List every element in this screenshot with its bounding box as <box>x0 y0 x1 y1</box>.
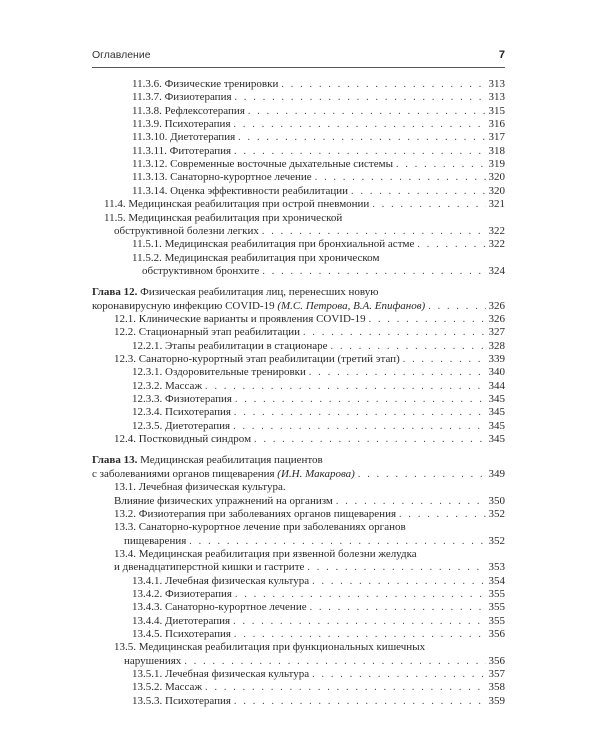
toc-entry-title <box>114 507 396 521</box>
toc-entry[interactable] <box>132 251 505 265</box>
toc-entry-title <box>114 480 286 494</box>
toc-entry-title <box>114 640 425 654</box>
toc-entry-text: 11.3.12. Современные восточные дыхательные системы <box>132 158 393 171</box>
toc-entry-title <box>92 285 378 299</box>
toc-entry[interactable] <box>92 467 505 481</box>
toc-page-number: 319 <box>488 158 505 171</box>
toc-entry-title <box>92 453 323 467</box>
toc-entry-title <box>142 264 259 278</box>
toc-entry-title <box>114 560 304 574</box>
toc-entry[interactable] <box>114 560 505 574</box>
toc-page-number: 352 <box>488 534 505 547</box>
toc-authors: (И.Н. Макарова) <box>274 467 355 480</box>
toc-entry-text: 13.4.4. Диетотерапия <box>132 614 231 627</box>
toc-entry-text: 11.4. Медицинская реабилитация при острой пневмонии <box>104 198 370 211</box>
toc-entry-text: 13.5.3. Психотерапия <box>132 694 231 707</box>
toc-entry[interactable] <box>132 680 505 694</box>
toc-entry-title <box>92 467 355 481</box>
toc-entry-text: Физическая реабилитация лиц, перенесших новую <box>137 286 379 299</box>
toc-entry[interactable] <box>132 77 505 91</box>
toc-page-number: 354 <box>488 574 505 587</box>
toc-entry[interactable] <box>132 339 505 353</box>
toc-entry-title <box>132 184 348 198</box>
toc-entry-title <box>114 432 251 446</box>
toc-page-number: 357 <box>488 668 505 681</box>
toc-entry-title <box>114 494 333 508</box>
toc-page-number: 317 <box>488 131 505 144</box>
toc-entry-text: 12.3.1. Оздоровительные тренировки <box>132 366 306 379</box>
toc-entry[interactable] <box>114 640 505 654</box>
toc-entry[interactable] <box>132 392 505 406</box>
toc-entry[interactable] <box>142 264 505 278</box>
toc-entry-text: 12.1. Клинические варианты и проявления COVID-19 <box>114 312 366 325</box>
toc-entry-title <box>114 312 366 326</box>
toc-entry-title <box>132 365 306 379</box>
toc-entry-text: 13.2. Физиотерапия при заболеваниях органов пищеварения <box>114 507 397 520</box>
toc-page-number: 326 <box>488 299 505 312</box>
toc-entry[interactable] <box>132 587 505 601</box>
toc-entry-text: пищеварения <box>124 534 187 547</box>
toc-entry-text: 12.4. Постковидный синдром <box>114 433 252 446</box>
toc-page-number: 345 <box>488 393 505 406</box>
toc-entry[interactable] <box>132 144 505 158</box>
chapter-label: Глава 12. <box>92 286 138 299</box>
toc-entry[interactable] <box>132 365 505 379</box>
toc-entry-title <box>132 104 245 118</box>
toc-entry[interactable] <box>104 211 505 225</box>
toc-entry[interactable] <box>132 379 505 393</box>
toc-page-number: 318 <box>488 144 505 157</box>
toc-entry[interactable] <box>132 184 505 198</box>
toc-entry-text: 13.4.2. Физиотерапия <box>132 587 232 600</box>
toc-page-number: 349 <box>488 467 505 480</box>
toc-entry-title <box>104 197 369 211</box>
toc-chapter-line[interactable] <box>92 453 505 467</box>
toc-page-number: 345 <box>488 406 505 419</box>
header-divider <box>92 67 505 68</box>
toc-page-number: 321 <box>488 198 505 211</box>
toc-entry-text: коронавирусную инфекцию COVID-19 <box>92 299 275 312</box>
toc-entry[interactable] <box>114 224 505 238</box>
toc-entry[interactable] <box>114 507 505 521</box>
toc-page-number: 359 <box>488 694 505 707</box>
toc-entry-title <box>132 600 307 614</box>
toc-entry-text: 11.3.13. Санаторно-курортное лечение <box>132 171 312 184</box>
toc-entry-title <box>124 654 181 668</box>
toc-page-number: 358 <box>488 681 505 694</box>
running-head-title: Оглавление <box>92 49 151 61</box>
toc-entry-text: Медицинская реабилитация пациентов <box>137 454 323 467</box>
toc-entry-text: 11.3.14. Оценка эффективности реабилитации <box>132 184 349 197</box>
toc-entry[interactable] <box>114 520 505 534</box>
toc-entry[interactable] <box>132 90 505 104</box>
toc-entry-text: 11.5.1. Медицинская реабилитация при бронхиальной астме <box>132 238 415 251</box>
toc-entry-title <box>124 534 186 548</box>
toc-page-number: 356 <box>488 654 505 667</box>
toc-entry-text: 11.5. Медицинская реабилитация при хронической <box>104 211 343 224</box>
toc-entry-text: 11.3.7. Физиотерапия <box>132 91 232 104</box>
toc-entry[interactable] <box>132 117 505 131</box>
toc-entry-text: 13.4.1. Лечебная физическая культура <box>132 574 310 587</box>
toc-entry-title <box>132 587 232 601</box>
toc-entry[interactable] <box>132 104 505 118</box>
toc-page-number: 350 <box>488 494 505 507</box>
page-number: 7 <box>498 49 505 61</box>
toc-page-number: 355 <box>488 601 505 614</box>
toc-entry-text: 13.5. Медицинская реабилитация при функциональных кишечных <box>114 641 426 654</box>
toc-page-number: 352 <box>488 507 505 520</box>
toc-entry[interactable] <box>132 237 505 251</box>
toc-entry-text: 11.3.9. Психотерапия <box>132 118 231 131</box>
toc-entry-title <box>132 574 309 588</box>
toc-entry-text: 11.3.11. Фитотерапия <box>132 144 232 157</box>
toc-entry-text: 11.5.2. Медицинская реабилитация при хроническом <box>132 251 380 264</box>
toc-page-number: 322 <box>488 224 505 237</box>
toc-entry-text: 12.3.2. Массаж <box>132 379 203 392</box>
toc-entry-title <box>132 627 231 641</box>
toc-entry[interactable] <box>132 574 505 588</box>
toc-entry[interactable] <box>132 600 505 614</box>
toc-entry-text: 13.5.1. Лечебная физическая культура <box>132 668 310 681</box>
toc-entry[interactable] <box>114 325 505 339</box>
toc-entry[interactable] <box>114 494 505 508</box>
toc-entry-text: 11.3.10. Диетотерапия <box>132 131 236 144</box>
toc-entry-text: обструктивной болезни легких <box>114 224 259 237</box>
toc-page-number: 356 <box>488 628 505 640</box>
toc-entry[interactable] <box>132 405 505 419</box>
toc-page-number: 326 <box>488 312 505 325</box>
toc-page-number: 328 <box>488 339 505 352</box>
toc-page-number: 327 <box>488 326 505 339</box>
toc-entry-text: 12.3. Санаторно-курортный этап реабилитации (третий этап) <box>114 353 400 365</box>
toc-entry-title <box>132 144 231 158</box>
toc-entry-text: нарушениях <box>124 654 182 667</box>
toc-entry-title <box>132 90 232 104</box>
toc-page-number: 324 <box>488 264 505 277</box>
toc-entry[interactable] <box>132 627 505 641</box>
toc-page-number: 313 <box>488 91 505 104</box>
toc-entry-title <box>132 419 230 433</box>
toc-entry-title <box>132 379 202 393</box>
toc-entry-title <box>132 667 309 681</box>
toc-entry[interactable] <box>104 197 505 211</box>
toc-authors: (М.С. Петрова, В.А. Епифанов) <box>274 299 426 312</box>
toc-entry[interactable] <box>132 130 505 144</box>
toc-page-number: 355 <box>488 587 505 600</box>
toc-entry-title <box>132 77 278 91</box>
toc-page-number: 316 <box>488 118 505 131</box>
toc-entry-title <box>114 352 400 366</box>
dot-leader <box>262 265 485 279</box>
toc-entry-text: 11.3.8. Рефлексотерапия <box>132 104 245 117</box>
toc-page-number: 345 <box>488 433 505 446</box>
toc-entry-text: 13.5.2. Массаж <box>132 681 203 694</box>
toc-page-number: 345 <box>488 419 505 432</box>
toc-entry-title <box>132 392 232 406</box>
toc-entry[interactable] <box>132 170 505 184</box>
toc-entry-text: 13.4. Медицинская реабилитация при язвенной болезни желудка <box>114 547 417 560</box>
page-header <box>92 49 505 67</box>
toc-entry-text: 12.2.1. Этапы реабилитации в стационаре <box>132 339 328 352</box>
toc-page-number: 322 <box>488 238 505 251</box>
toc-entry[interactable] <box>114 480 505 494</box>
toc-entry-text: с заболеваниями органов пищеварения <box>92 467 275 480</box>
toc-entry[interactable] <box>132 694 505 708</box>
toc-page-number: 344 <box>488 379 505 392</box>
toc-entry-title <box>132 117 231 131</box>
toc-page-number: 355 <box>488 614 505 627</box>
dot-leader <box>254 433 485 447</box>
toc-entry[interactable] <box>114 352 505 366</box>
toc-page-number: 320 <box>488 171 505 184</box>
toc-page-number: 313 <box>488 78 505 90</box>
toc-entry[interactable] <box>132 614 505 628</box>
toc-entry-title <box>132 680 202 694</box>
toc-entry[interactable] <box>114 312 505 326</box>
toc-entry[interactable] <box>124 654 505 668</box>
toc-entry-text: 12.3.3. Физиотерапия <box>132 393 232 406</box>
toc-entry-text: и двенадцатиперстной кишки и гастрите <box>114 561 305 574</box>
toc-entry[interactable] <box>92 299 505 313</box>
toc-entry[interactable] <box>132 157 505 171</box>
toc-entry-title <box>114 325 300 339</box>
toc-entry[interactable] <box>132 419 505 433</box>
toc-entry-title <box>92 299 425 313</box>
toc-entry[interactable] <box>124 534 505 548</box>
toc-entry-text: 13.4.5. Психотерапия <box>132 628 231 640</box>
toc-entry-title <box>132 405 231 419</box>
toc-entry-title <box>104 211 342 225</box>
toc-entry-text: 12.3.5. Диетотерапия <box>132 419 231 432</box>
toc-entry-text: 12.2. Стационарный этап реабилитации <box>114 326 301 339</box>
toc-entry[interactable] <box>114 432 505 446</box>
toc-entry-text: 13.1. Лечебная физическая культура. <box>114 481 286 494</box>
toc-entry-title <box>132 130 235 144</box>
toc-entry-title <box>114 547 417 561</box>
toc-entry-title <box>114 520 406 534</box>
toc-entry[interactable] <box>132 667 505 681</box>
toc-entry-text: 13.4.3. Санаторно-курортное лечение <box>132 601 307 614</box>
toc-entry-title <box>114 224 259 238</box>
toc-entry-text: обструктивном бронхите <box>142 264 260 277</box>
toc-entry-text: 13.3. Санаторно-курортное лечение при заболеваниях органов <box>114 521 406 534</box>
toc-page-number: 340 <box>488 366 505 379</box>
toc-chapter-line[interactable] <box>92 285 505 299</box>
toc-entry[interactable] <box>114 547 505 561</box>
toc-entry-title <box>132 694 231 708</box>
toc-page-number: 353 <box>488 561 505 574</box>
toc-entry-title <box>132 237 414 251</box>
chapter-label: Глава 13. <box>92 454 138 467</box>
toc-page-number: 320 <box>488 184 505 197</box>
dot-leader <box>234 695 486 709</box>
toc-entry-text: 11.3.6. Физические тренировки <box>132 78 279 90</box>
toc-page-number: 315 <box>488 104 505 117</box>
toc-entry-title <box>132 339 328 353</box>
toc-entry-text: 12.3.4. Психотерапия <box>132 406 231 419</box>
toc-entry-title <box>132 251 379 265</box>
toc-entry-title <box>132 614 230 628</box>
toc-entry-text: Влияние физических упражнений на организм <box>114 494 333 507</box>
toc-entry-title <box>132 170 312 184</box>
toc-entry-title <box>132 157 393 171</box>
toc-page-number: 339 <box>488 353 505 365</box>
